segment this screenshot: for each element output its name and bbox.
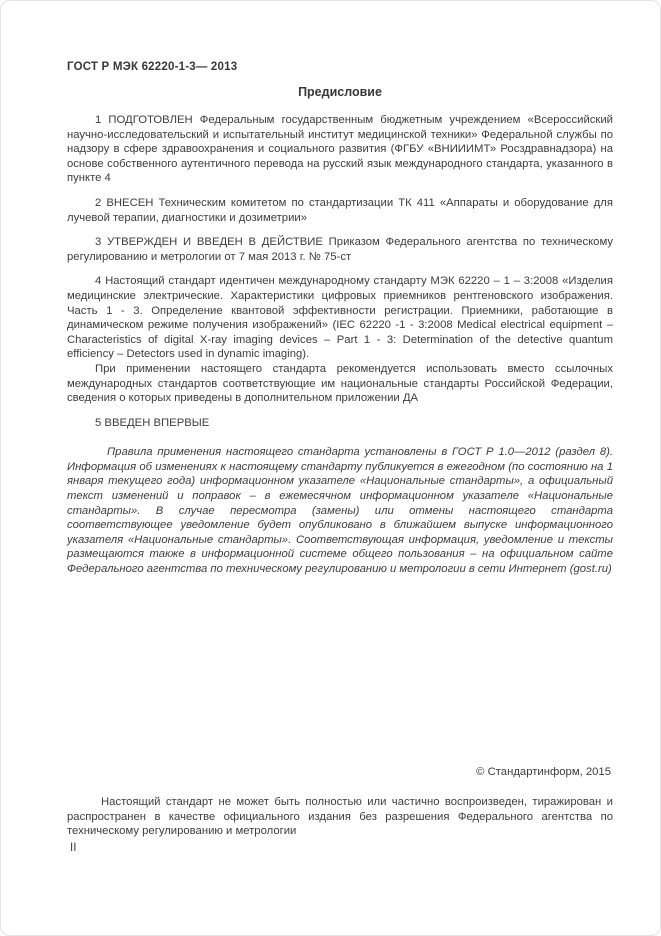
foreword-item-4: 4 Настоящий стандарт идентичен международному стандарту МЭК 62220 – 1 – 3:2008 «Изделия медицинские электрические. Характеристики цифровых приемников рентгеновского изображения. Часть 1 - 3. Определение квантовой эффективности регистрации. Приемники, работающие в динамическом режиме получения изображений» (IEC 62220 -1 - 3:2008 Medical electrical equipment – Characteristics of digital X-ray imaging devices – Part 1 - 3: Determination of the detective quantum efficiency – Detectors used in dynamic imaging). bbox=[67, 275, 613, 361]
foreword-item-4-note: При применении настоящего стандарта рекомендуется использовать вместо ссылочных международных стандартов соответствующие им национальные стандарты Российской Федерации, сведения о которых приведены в дополнительном приложении ДА bbox=[67, 362, 613, 405]
distribution-notice: Настоящий стандарт не может быть полностью или частично воспроизведен, тиражирован и распространен в качестве официального издания без разрешения Федерального агентства по техническому регулированию и метрологии bbox=[67, 796, 613, 838]
rules-note: Правила применения настоящего стандарта установлены в ГОСТ Р 1.0—2012 (раздел 8). Информация об изменениях к настоящему стандарту публикуется в ежегодном (по состоянию на 1 января текущего года) информационном указателе «Национальные стандарты», а официальный текст изменений и поправок – в ежемесячном информационном указателе «Национальные стандарты». В случае пересмотра (замены) или отмены настоящего стандарта соответствующее уведомление будет опубликовано в ближайшем выпуске информационного указателя «Национальные стандарты». Соответствующая информация, уведомление и тексты размещаются также в информационной системе общего пользования – на официальном сайте Федерального агентства по техническому регулированию и метрологии в сети Интернет (gost.ru) bbox=[67, 446, 613, 576]
foreword-item-2: 2 ВНЕСЕН Техническим комитетом по стандартизации ТК 411 «Аппараты и оборудование для лучевой терапии, диагностики и дозиметрии» bbox=[67, 196, 613, 224]
page-title: Предисловие bbox=[298, 85, 382, 99]
page-number: II bbox=[70, 842, 77, 854]
copyright-notice: © Стандартинформ, 2015 bbox=[476, 766, 611, 778]
page-content bbox=[67, 61, 613, 587]
document-code: ГОСТ Р МЭК 62220-1-3— 2013 bbox=[67, 61, 238, 73]
foreword-item-5: 5 ВВЕДЕН ВПЕРВЫЕ bbox=[95, 416, 210, 429]
foreword-item-3: 3 УТВЕРЖДЕН И ВВЕДЕН В ДЕЙСТВИЕ Приказом Федерального агентства по техническому регулированию и метрологии от 7 мая 2013 г. № 75-ст bbox=[67, 236, 613, 263]
foreword-item-1: 1 ПОДГОТОВЛЕН Федеральным государственным бюджетным учреждением «Всероссийский научно-исследовательский и испытательный институт медицинской техники» Федеральной службы по надзору в сфере здравоохранения и социального развития (ФГБУ «ВНИИИМТ» Росздравнадзора) на основе собственного аутентичного перевода на русский язык международного стандарта, указанного в пункте 4 bbox=[67, 114, 613, 185]
